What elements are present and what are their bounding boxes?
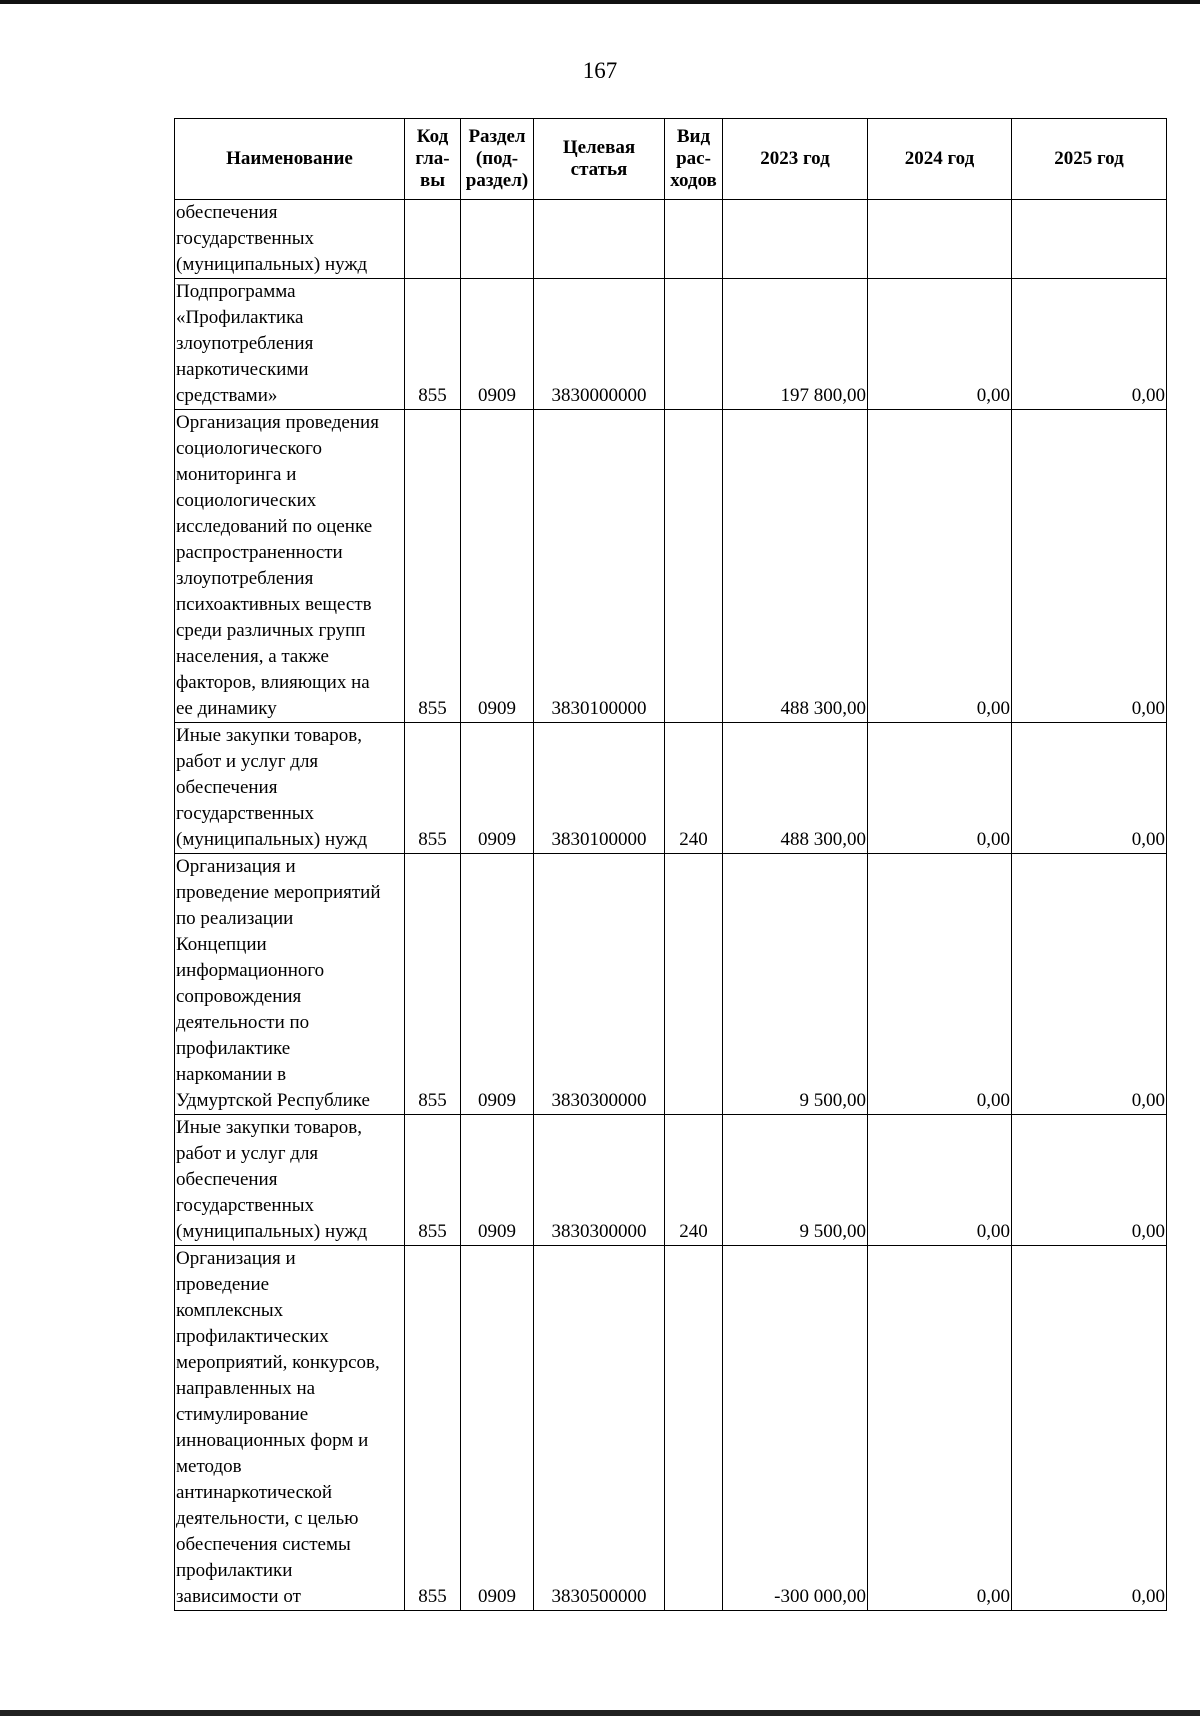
row-chapter: 855 [405,854,461,1115]
row-2025: 0,00 [1012,723,1167,854]
row-kind [665,279,723,410]
header-target: Целевая статья [534,119,665,200]
row-2024: 0,00 [868,279,1012,410]
row-target: 3830500000 [534,1246,665,1611]
row-target: 3830000000 [534,279,665,410]
row-2023: 488 300,00 [723,410,868,723]
header-2023: 2023 год [723,119,868,200]
row-chapter [405,200,461,279]
row-section: 0909 [461,1246,534,1611]
row-2023: 9 500,00 [723,1115,868,1246]
table-row [175,1115,1167,1246]
row-2025: 0,00 [1012,854,1167,1115]
row-chapter: 855 [405,723,461,854]
row-section: 0909 [461,1115,534,1246]
row-section: 0909 [461,854,534,1115]
table-row [175,410,1167,723]
scan-border-top [0,0,1200,4]
row-2024: 0,00 [868,410,1012,723]
row-2023: -300 000,00 [723,1246,868,1611]
header-name: Наименование [175,119,405,200]
table-row [175,1246,1167,1611]
header-2025: 2025 год [1012,119,1167,200]
row-target: 3830300000 [534,1115,665,1246]
table-row [175,723,1167,854]
row-chapter: 855 [405,279,461,410]
budget-table [174,118,1167,1611]
row-name: Иные закупки товаров, работ и услуг для обеспечения государственных (муниципальных) нужд [175,723,405,854]
row-2025: 0,00 [1012,1115,1167,1246]
row-name: Организация проведения социологического мониторинга и социологических исследований по оценке распространенности злоупотребления психоактивных веществ среди различных групп населения, а также факторов, влияющих на ее динамику [175,410,405,723]
row-section: 0909 [461,723,534,854]
row-section: 0909 [461,410,534,723]
row-2024: 0,00 [868,723,1012,854]
row-target: 3830100000 [534,410,665,723]
row-chapter: 855 [405,1115,461,1246]
row-2025 [1012,200,1167,279]
row-chapter: 855 [405,1246,461,1611]
row-name: обеспечения государственных (муниципальных) нужд [175,200,405,279]
table-row [175,854,1167,1115]
row-kind [665,1246,723,1611]
row-section: 0909 [461,279,534,410]
row-name: Организация и проведение комплексных профилактических мероприятий, конкурсов, направленных на стимулирование инновационных форм и методов антинаркотической деятельности, с целью обеспечения системы профилактики зависимости от [175,1246,405,1611]
row-2023: 9 500,00 [723,854,868,1115]
header-chapter: Код гла-вы [405,119,461,200]
row-2023: 197 800,00 [723,279,868,410]
row-2023: 488 300,00 [723,723,868,854]
table-row [175,200,1167,279]
row-2024: 0,00 [868,1115,1012,1246]
row-name: Иные закупки товаров, работ и услуг для обеспечения государственных (муниципальных) нужд [175,1115,405,1246]
row-name: Подпрограмма «Профилактика злоупотребления наркотическими средствами» [175,279,405,410]
row-target [534,200,665,279]
row-2025: 0,00 [1012,410,1167,723]
page-number: 167 [582,58,618,83]
row-2024 [868,200,1012,279]
row-chapter: 855 [405,410,461,723]
row-kind [665,410,723,723]
row-name: Организация и проведение мероприятий по реализации Концепции информационного сопровождения деятельности по профилактике наркомании в Удмуртской Республике [175,854,405,1115]
row-kind: 240 [665,1115,723,1246]
row-section [461,200,534,279]
row-2025: 0,00 [1012,1246,1167,1611]
row-2024: 0,00 [868,1246,1012,1611]
row-target: 3830300000 [534,854,665,1115]
row-kind: 240 [665,723,723,854]
row-kind [665,200,723,279]
row-2023 [723,200,868,279]
row-kind [665,854,723,1115]
row-2024: 0,00 [868,854,1012,1115]
header-2024: 2024 год [868,119,1012,200]
header-section: Раздел (под-раздел) [461,119,534,200]
row-target: 3830100000 [534,723,665,854]
scan-border-bottom [0,1710,1200,1716]
row-2025: 0,00 [1012,279,1167,410]
table-header-row [175,119,1167,200]
header-kind: Вид рас-ходов [665,119,723,200]
table-row [175,279,1167,410]
